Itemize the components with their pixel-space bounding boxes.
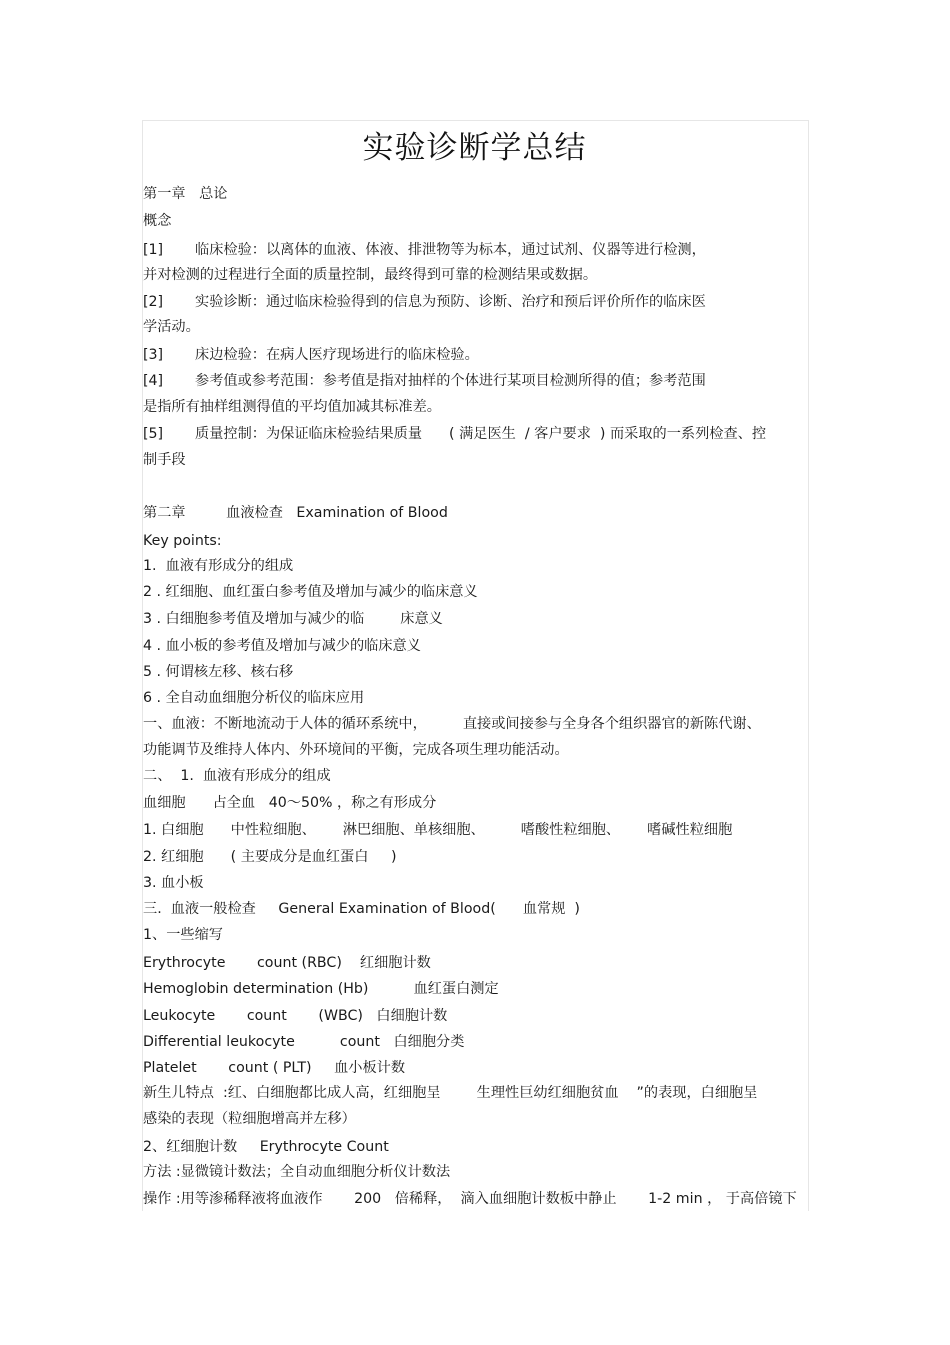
blood-cells-line: 血细胞 占全血 40～50% ，称之有形成分 xyxy=(143,795,437,811)
key-point-3: 3 . 白细胞参考值及增加与减少的临 床意义 xyxy=(143,611,443,627)
key-points-label: Key points: xyxy=(143,533,222,549)
concept-item-4-cont: 是指所有抽样组测得值的平均值加减其标准差。 xyxy=(143,399,441,415)
section2-heading: 二、 1. 血液有形成分的组成 xyxy=(143,768,331,784)
newborn-features: 新生儿特点 :红、白细胞都比成人高，红细胞呈 生理性巨幼红细胞贫血 ”的表现，白细胞呈 xyxy=(143,1085,758,1101)
abbreviation-plt: Platelet count ( PLT) 血小板计数 xyxy=(143,1060,406,1076)
operation-line: 操作 :用等渗稀释液将血液作 200 倍稀释， 滴入血细胞计数板中静止 1-2 min ， 于高倍镜下 xyxy=(143,1191,797,1207)
key-point-2: 2 . 红细胞、血红蛋白参考值及增加与减少的临床意义 xyxy=(143,584,478,600)
abbreviation-rbc: Erythrocyte count (RBC) 红细胞计数 xyxy=(143,955,431,971)
item-number: [1] xyxy=(143,242,164,258)
item-text: 质量控制：为保证临床检验结果质量 ( 满足医生 / 客户要求 ) 而采取的一系列检查、控 xyxy=(195,426,767,442)
concept-item-2-cont: 学活动。 xyxy=(143,319,200,335)
concept-item-2 xyxy=(143,293,706,311)
item-text: 参考值或参考范围：参考值是指对抽样的个体进行某项目检测所得的值；参考范围 xyxy=(195,373,706,389)
key-point-4: 4 . 血小板的参考值及增加与减少的临床意义 xyxy=(143,638,421,654)
abbreviation-hb: Hemoglobin determination (Hb) 血红蛋白测定 xyxy=(143,981,499,997)
key-point-6: 6 . 全自动血细胞分析仪的临床应用 xyxy=(143,690,365,706)
item-text: 床边检验：在病人医疗现场进行的临床检验。 xyxy=(195,347,479,363)
concept-item-1-cont: 并对检测的过程进行全面的质量控制，最终得到可靠的检测结果或数据。 xyxy=(143,267,598,283)
concept-label: 概念 xyxy=(143,213,172,229)
chapter2-heading: 第二章 血液检查 Examination of Blood xyxy=(143,505,448,521)
key-point-5: 5 . 何谓核左移、核右移 xyxy=(143,664,294,680)
concept-item-5 xyxy=(143,425,766,443)
chapter1-heading: 第一章 总论 xyxy=(143,186,228,202)
item-text: 临床检验：以离体的血液、体液、排泄物等为标本，通过试剂、仪器等进行检测， xyxy=(195,242,706,258)
newborn-features-cont: 感染的表现（粒细胞增高并左移） xyxy=(143,1111,356,1127)
blood-definition-cont: 功能调节及维持人体内、外环境间的平衡，完成各项生理功能活动。 xyxy=(143,742,569,758)
abbreviation-differential: Differential leukocyte count 白细胞分类 xyxy=(143,1034,465,1050)
blood-definition: 一、血液：不断地流动于人体的循环系统中， 直接或间接参与全身各个组织器官的新陈代谢、 xyxy=(143,716,761,732)
item-number: [2] xyxy=(143,294,164,310)
wbc-line: 1. 白细胞 中性粒细胞、 淋巴细胞、单核细胞、 嗜酸性粒细胞、 嗜碱性粒细胞 xyxy=(143,822,733,838)
item-number: [4] xyxy=(143,373,164,389)
concept-item-4 xyxy=(143,372,706,390)
document-title: 实验诊断学总结 xyxy=(362,130,587,166)
item-text: 实验诊断：通过临床检验得到的信息为预防、诊断、治疗和预后评价所作的临床医 xyxy=(195,294,706,310)
item-number: [5] xyxy=(143,426,164,442)
concept-item-3 xyxy=(143,346,479,364)
rbc-count-heading: 2、红细胞计数 Erythrocyte Count xyxy=(143,1139,389,1155)
abbreviations-heading: 1、一些缩写 xyxy=(143,927,223,943)
method-line: 方法 :显微镜计数法；全自动血细胞分析仪计数法 xyxy=(143,1164,451,1180)
rbc-line: 2. 红细胞 ( 主要成分是血红蛋白 ) xyxy=(143,849,397,865)
abbreviation-wbc: Leukocyte count (WBC) 白细胞计数 xyxy=(143,1008,448,1024)
concept-item-1 xyxy=(143,241,706,259)
section3-heading: 三. 血液一般检查 General Examination of Blood( 血常规 ) xyxy=(143,901,580,917)
platelet-line: 3. 血小板 xyxy=(143,875,204,891)
concept-item-5-cont: 制手段 xyxy=(143,452,186,468)
item-number: [3] xyxy=(143,347,164,363)
key-point-1: 1. 血液有形成分的组成 xyxy=(143,558,294,574)
